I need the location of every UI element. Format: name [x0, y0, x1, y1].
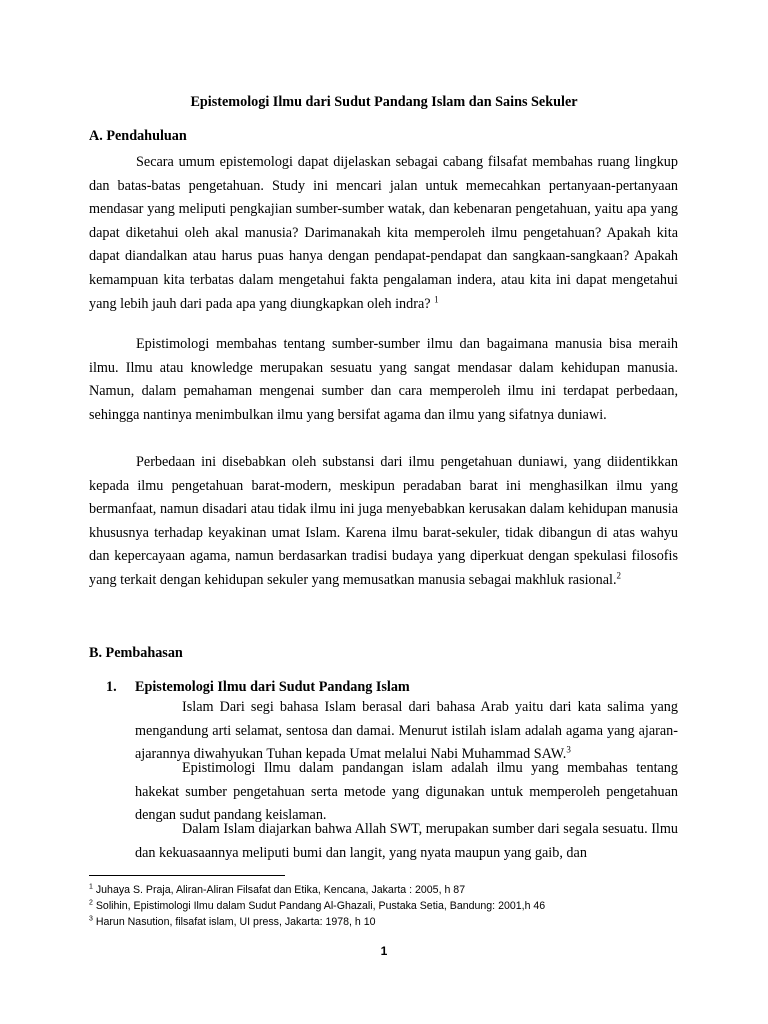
paragraph-text: Dalam Islam diajarkan bahwa Allah SWT, merupakan sumber dari segala sesuatu. Ilmu dan kekuasaannya meliputi bumi dan langit, yang nyata maupun yang gaib, dan — [135, 821, 678, 861]
footnote-ref: 1 — [434, 293, 439, 304]
page-number: 1 — [380, 944, 388, 958]
paragraph-text: Islam Dari segi bahasa Islam berasal dari bahasa Arab yaitu dari kata salima yang mengandung arti selamat, sentosa dan damai. Menurut istilah islam adalah agama yang ajaran-ajarannya diwahyukan Tuhan kepada Umat melalui Nabi Muhammad SAW. — [135, 699, 678, 763]
footnote — [89, 898, 678, 914]
paragraph — [135, 818, 678, 865]
footnote-text: Solihin, Epistimologi Ilmu dalam Sudut Pandang Al-Ghazali, Pustaka Setia, Bandung: 2001,h 46 — [95, 900, 546, 912]
paragraph-text: Perbedaan ini disebabkan oleh substansi dari ilmu pengetahuan duniawi, yang diidentikkan kepada ilmu pengetahuan barat-modern, meskipun peradaban barat ini menghasilkan ilmu yang bermanfaat, namun disadari atau tidak ilmu ini juga menyebabkan kerusakan dalam kehidupan manusia khususnya terhadap keyakinan umat Islam. Karena ilmu barat-sekuler, tidak dibangun di atas wahyu dan kepercayaan agama, namun berdasarkan tradisi budaya yang diperkuat dengan spekulasi filosofis yang terkait dengan kehidupan sekuler yang memusatkan manusia sebagai makhluk rasional. — [89, 454, 678, 588]
footnote-text: Juhaya S. Praja, Aliran-Aliran Filsafat dan Etika, Kencana, Jakarta : 2005, h 87 — [95, 884, 466, 896]
paragraph — [89, 333, 678, 427]
section-a-heading: A. Pendahuluan — [89, 128, 187, 144]
paragraph-text: Epistimologi membahas tentang sumber-sumber ilmu dan bagaimana manusia bisa meraih ilmu. Ilmu atau knowledge merupakan sesuatu yang sangat mendasar dalam kehidupan manusia. Namun, dalam pemahaman mengenai sumber dan cara memperoleh ilmu ini terdapat perbedaan, sehingga nantinya menimbulkan ilmu yang bersifat agama dan ilmu yang sifatnya duniawi. — [89, 336, 678, 423]
paragraph — [89, 151, 678, 316]
document-title: Epistemologi Ilmu dari Sudut Pandang Islam dan Sains Sekuler — [190, 94, 578, 110]
footnote — [89, 914, 678, 930]
footnote-ref: 3 — [566, 744, 571, 755]
subsection-1-heading — [106, 677, 410, 697]
footnote-ref: 2 — [616, 570, 622, 581]
footnote-number: 3 — [89, 915, 93, 923]
footnote — [89, 882, 678, 898]
footnote-number: 1 — [89, 883, 93, 891]
footnote-separator — [89, 875, 285, 876]
subsection-title: Epistemologi Ilmu dari Sudut Pandang Islam — [135, 679, 410, 695]
subsection-number: 1. — [106, 679, 117, 695]
footnotes — [89, 882, 678, 930]
footnote-text: Harun Nasution, filsafat islam, UI press, Jakarta: 1978, h 10 — [95, 916, 376, 928]
paragraph-text: Epistimologi Ilmu dalam pandangan islam adalah ilmu yang membahas tentang hakekat sumber pengetahuan serta metode yang digunakan untuk memperoleh pengetahuan dengan sudut pandang keislaman. — [135, 760, 678, 824]
footnote-number: 2 — [89, 899, 93, 907]
paragraph — [89, 451, 678, 593]
section-b-heading: B. Pembahasan — [89, 645, 183, 661]
paragraph-text: Secara umum epistemologi dapat dijelaskan sebagai cabang filsafat membahas ruang lingkup dan batas-batas pengetahuan. Study ini mencari jalan untuk memecahkan pertanyaan-pertanyaan mendasar yang meliputi pengkajian sumber-sumber watak, dan kebenaran pengetahuan, yaitu apa yang dapat diketahui oleh akal manusia? Darimanakah kita memperoleh ilmu pengetahuan? Apakah kita dapat diandalkan atau harus puas hanya dengan pendapat-pendapat dan sangkaan-sangkaan? Apakah kemampuan kita terbatas dalam mengetahui fakta pengalaman indera, atau kita ini dapat mengetahui yang lebih jauh dari pada apa yang diungkapkan oleh indra? — [89, 154, 678, 312]
